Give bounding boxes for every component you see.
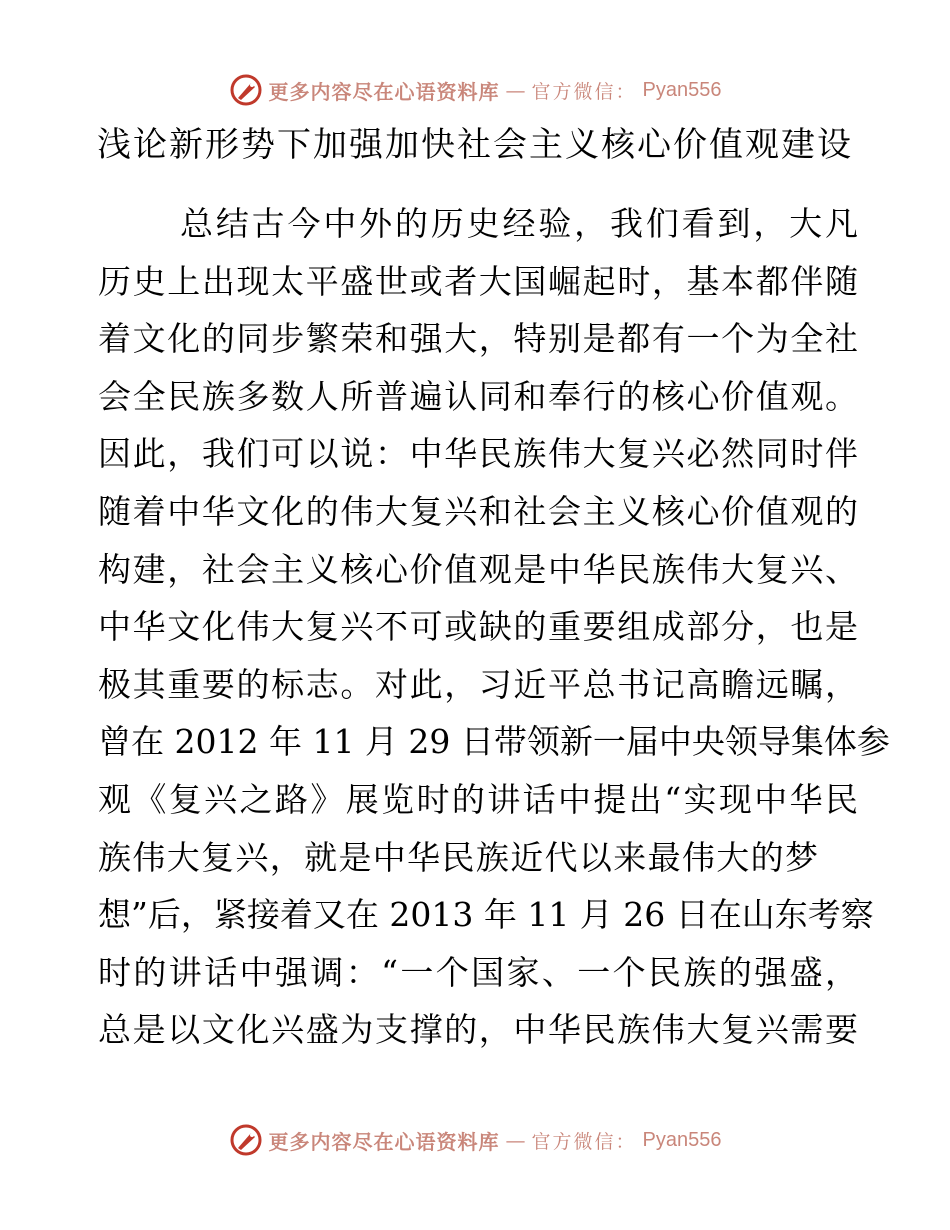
- banner-official-label: 官方微信：: [531, 1130, 637, 1153]
- banner-separator: —: [505, 1128, 526, 1152]
- banner-official-label: 官方微信：: [531, 80, 637, 103]
- document-title: 浅论新形势下加强加快社会主义核心价值观建设: [97, 125, 853, 165]
- body-line: 时的讲话中强调：“一个国家、一个民族的强盛，: [98, 952, 858, 992]
- banner-wechat-id: Pyan556: [642, 1128, 722, 1151]
- header-watermark-banner: [0, 70, 950, 110]
- banner-wechat-id: Pyan556: [642, 78, 722, 101]
- footer-watermark-banner: [0, 1120, 950, 1160]
- body-line: 族伟大复兴，就是中华民族近代以来最伟大的梦: [98, 837, 818, 877]
- body-line: 构建，社会主义核心价值观是中华民族伟大复兴、: [98, 549, 858, 589]
- body-line: 极其重要的标志。对此，习近平总书记高瞻远瞩，: [98, 664, 858, 704]
- body-line: 随着中华文化的伟大复兴和社会主义核心价值观的: [98, 491, 858, 531]
- banner-brand-text: 更多内容尽在心语资料库: [268, 1129, 500, 1154]
- body-line: 想”后，紧接着又在 2013 年 11 月 26 日在山东考察: [98, 895, 874, 935]
- document-body: [98, 195, 890, 1059]
- body-line: 观《复兴之路》展览时的讲话中提出“实现中华民: [98, 779, 858, 819]
- body-line: 会全民族多数人所普遍认同和奉行的核心价值观。: [98, 376, 858, 416]
- body-line: 总是以文化兴盛为支撑的，中华民族伟大复兴需要: [98, 1010, 858, 1050]
- pen-nib-logo-icon: [229, 73, 263, 107]
- body-line: 历史上出现太平盛世或者大国崛起时，基本都伴随: [98, 261, 858, 301]
- body-line: 曾在 2012 年 11 月 29 日带领新一届中央领导集体参: [98, 722, 890, 762]
- body-line: 着文化的同步繁荣和强大，特别是都有一个为全社: [98, 319, 858, 359]
- banner-separator: —: [505, 78, 526, 102]
- body-line: 因此，我们可以说：中华民族伟大复兴必然同时伴: [98, 434, 858, 474]
- pen-nib-logo-icon: [229, 1123, 263, 1157]
- banner-brand-text: 更多内容尽在心语资料库: [268, 79, 500, 104]
- body-line: 中华文化伟大复兴不可或缺的重要组成部分，也是: [98, 607, 858, 647]
- body-line: 总结古今中外的历史经验，我们看到，大凡: [180, 204, 858, 243]
